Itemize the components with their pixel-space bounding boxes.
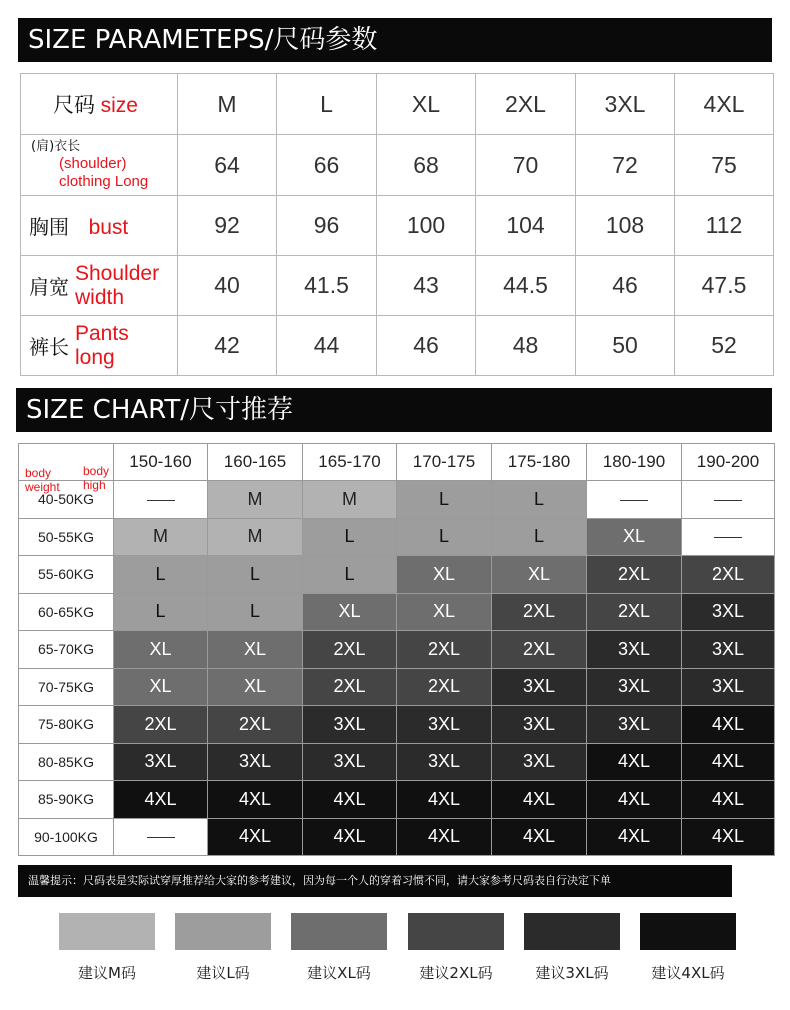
size-cell: 2XL <box>587 593 682 631</box>
chart-header-row <box>19 444 775 481</box>
chart-corner-cell <box>19 444 114 494</box>
size-cell: 2XL <box>492 631 587 669</box>
chart-row <box>19 706 775 744</box>
row-label-pants <box>21 316 178 376</box>
size-cell: L <box>397 481 492 519</box>
legend-label: 建议3XL码 <box>535 964 609 982</box>
weight-label: 75-80KG <box>19 706 114 744</box>
size-cell: 2XL <box>682 556 775 594</box>
size-parameters-table <box>20 73 774 376</box>
size-cell: XL <box>114 668 208 706</box>
size-cell: 3XL <box>492 743 587 781</box>
legend-label: 建议XL码 <box>307 964 371 982</box>
row-label-en2: width <box>75 285 125 309</box>
weight-label: 80-85KG <box>19 743 114 781</box>
row-label-en1: (shoulder) <box>59 155 127 172</box>
size-parameters-banner: SIZE PARAMETEPS/尺码参数 <box>18 18 772 62</box>
height-header: 150-160 <box>114 444 208 481</box>
size-cell: XL <box>492 556 587 594</box>
params-row-bust <box>21 196 774 256</box>
row-label-cn: 胸围 <box>29 215 69 239</box>
size-cell: 4XL <box>682 706 775 744</box>
size-header-4xl: 4XL <box>675 74 774 135</box>
value-cell: 43 <box>377 256 476 316</box>
size-header-3xl: 3XL <box>576 74 675 135</box>
size-cell: L <box>492 481 587 519</box>
size-cell: 4XL <box>397 818 492 856</box>
size-cell: XL <box>208 631 303 669</box>
value-cell: 42 <box>178 316 277 376</box>
size-header-xl: XL <box>377 74 476 135</box>
chart-row <box>19 743 775 781</box>
size-cell: 3XL <box>682 668 775 706</box>
row-label-cn: (肩)衣长 <box>31 139 81 154</box>
size-cell: 4XL <box>397 781 492 819</box>
value-cell: 112 <box>675 196 774 256</box>
value-cell: 104 <box>476 196 576 256</box>
size-cell: 4XL <box>303 818 397 856</box>
height-header: 165-170 <box>303 444 397 481</box>
size-cell: 3XL <box>682 631 775 669</box>
chart-row <box>19 518 775 556</box>
legend-item <box>640 913 736 983</box>
value-cell: 70 <box>476 135 576 196</box>
size-cell: 4XL <box>682 781 775 819</box>
value-cell: 48 <box>476 316 576 376</box>
chart-row <box>19 781 775 819</box>
size-cell: 2XL <box>114 706 208 744</box>
size-cell: L <box>208 593 303 631</box>
value-cell: 66 <box>277 135 377 196</box>
size-cell: XL <box>587 518 682 556</box>
row-label-length <box>21 135 178 196</box>
params-header-row <box>21 74 774 135</box>
weight-label: 60-65KG <box>19 593 114 631</box>
size-cell: M <box>303 481 397 519</box>
size-cell: L <box>114 556 208 594</box>
tip-note: 温馨提示：尺码表是实际试穿厚推荐给大家的参考建议，因为每一个人的穿着习惯不同，请大家参考尺码表自行决定下单 <box>18 865 732 897</box>
size-cell: 3XL <box>303 743 397 781</box>
value-cell: 64 <box>178 135 277 196</box>
size-cell: 3XL <box>114 743 208 781</box>
legend-swatch <box>59 913 155 950</box>
size-label-cn: 尺码 <box>53 93 95 117</box>
size-cell: 3XL <box>397 706 492 744</box>
size-cell: 4XL <box>682 743 775 781</box>
legend-item <box>59 913 155 983</box>
params-row-pants <box>21 316 774 376</box>
size-cell: XL <box>208 668 303 706</box>
no-size-cell <box>587 481 682 519</box>
size-cell: 3XL <box>492 668 587 706</box>
size-cell: 2XL <box>208 706 303 744</box>
legend-label: 建议M码 <box>78 964 136 982</box>
weight-label: 85-90KG <box>19 781 114 819</box>
dash-mark <box>714 537 742 538</box>
no-size-cell <box>114 818 208 856</box>
row-label-cn: 肩宽 <box>29 275 69 299</box>
chart-row <box>19 481 775 519</box>
value-cell: 96 <box>277 196 377 256</box>
params-row-length <box>21 135 774 196</box>
value-cell: 100 <box>377 196 476 256</box>
row-label-shoulder <box>21 256 178 316</box>
weight-label: 55-60KG <box>19 556 114 594</box>
size-cell: 2XL <box>492 593 587 631</box>
chart-row <box>19 556 775 594</box>
size-cell: 4XL <box>682 818 775 856</box>
size-cell: XL <box>397 593 492 631</box>
size-cell: L <box>303 518 397 556</box>
size-cell: XL <box>114 631 208 669</box>
size-cell: 3XL <box>587 706 682 744</box>
dash-mark <box>714 500 742 501</box>
size-cell: 3XL <box>587 631 682 669</box>
size-cell: 3XL <box>492 706 587 744</box>
size-cell: 3XL <box>587 668 682 706</box>
size-cell: L <box>492 518 587 556</box>
size-cell: 2XL <box>303 631 397 669</box>
value-cell: 40 <box>178 256 277 316</box>
value-cell: 47.5 <box>675 256 774 316</box>
chart-row <box>19 668 775 706</box>
value-cell: 75 <box>675 135 774 196</box>
dash-mark <box>147 837 175 838</box>
params-row-shoulder <box>21 256 774 316</box>
legend-swatch <box>524 913 620 950</box>
legend-label: 建议L码 <box>196 964 250 982</box>
value-cell: 44.5 <box>476 256 576 316</box>
value-cell: 52 <box>675 316 774 376</box>
legend-swatch <box>640 913 736 950</box>
size-cell: 3XL <box>397 743 492 781</box>
no-size-cell <box>682 481 775 519</box>
size-header-2xl: 2XL <box>476 74 576 135</box>
chart-row <box>19 818 775 856</box>
size-cell: L <box>397 518 492 556</box>
value-cell: 108 <box>576 196 675 256</box>
row-label-bust <box>21 196 178 256</box>
size-chart-table <box>18 443 775 856</box>
size-cell: M <box>208 481 303 519</box>
size-cell: 4XL <box>587 743 682 781</box>
row-label-cn: 裤长 <box>29 335 69 359</box>
row-label-en2: clothing Long <box>59 173 149 190</box>
size-cell: 4XL <box>492 781 587 819</box>
row-label-en1: Shoulder <box>75 261 160 285</box>
size-cell: 2XL <box>397 631 492 669</box>
dash-mark <box>620 500 648 501</box>
corner-height-label: body high <box>82 464 109 492</box>
size-cell: M <box>208 518 303 556</box>
value-cell: 41.5 <box>277 256 377 316</box>
legend-swatch <box>408 913 504 950</box>
legend-swatch <box>291 913 387 950</box>
weight-label: 70-75KG <box>19 668 114 706</box>
value-cell: 46 <box>377 316 476 376</box>
size-cell: 4XL <box>587 781 682 819</box>
chart-row <box>19 631 775 669</box>
legend-item <box>291 913 387 983</box>
params-corner-cell <box>21 74 178 135</box>
size-cell: 3XL <box>208 743 303 781</box>
size-cell: 4XL <box>492 818 587 856</box>
size-cell: 3XL <box>682 593 775 631</box>
size-cell: M <box>114 518 208 556</box>
size-cell: 3XL <box>303 706 397 744</box>
height-header: 170-175 <box>397 444 492 481</box>
weight-label: 90-100KG <box>19 818 114 856</box>
height-header: 180-190 <box>587 444 682 481</box>
dash-mark <box>147 500 175 501</box>
chart-row <box>19 593 775 631</box>
height-header: 160-165 <box>208 444 303 481</box>
size-header-l: L <box>277 74 377 135</box>
legend-item <box>524 913 620 983</box>
legend-label: 建议4XL码 <box>651 964 725 982</box>
legend-item <box>408 913 504 983</box>
size-label-en: size <box>100 94 138 117</box>
size-cell: 4XL <box>208 781 303 819</box>
size-cell: 4XL <box>587 818 682 856</box>
value-cell: 50 <box>576 316 675 376</box>
weight-label: 40-50KG <box>19 481 114 519</box>
row-label-en1: bust <box>88 216 129 239</box>
corner-weight-label: body weight <box>25 466 60 494</box>
size-cell: L <box>208 556 303 594</box>
size-cell: 4XL <box>208 818 303 856</box>
legend-item <box>175 913 271 983</box>
value-cell: 72 <box>576 135 675 196</box>
size-header-m: M <box>178 74 277 135</box>
size-cell: 4XL <box>114 781 208 819</box>
size-cell: 2XL <box>587 556 682 594</box>
size-cell: XL <box>397 556 492 594</box>
row-label-en2: long <box>75 345 115 369</box>
size-cell: 2XL <box>303 668 397 706</box>
size-cell: L <box>114 593 208 631</box>
size-cell: 2XL <box>397 668 492 706</box>
size-cell: XL <box>303 593 397 631</box>
value-cell: 44 <box>277 316 377 376</box>
legend-label: 建议2XL码 <box>419 964 493 982</box>
height-header: 190-200 <box>682 444 775 481</box>
legend-swatch <box>175 913 271 950</box>
value-cell: 46 <box>576 256 675 316</box>
row-label-en1: Pants <box>75 321 129 345</box>
size-cell: L <box>303 556 397 594</box>
chart-body <box>19 481 775 856</box>
value-cell: 68 <box>377 135 476 196</box>
size-cell: 4XL <box>303 781 397 819</box>
value-cell: 92 <box>178 196 277 256</box>
weight-label: 65-70KG <box>19 631 114 669</box>
height-header: 175-180 <box>492 444 587 481</box>
no-size-cell <box>114 481 208 519</box>
no-size-cell <box>682 518 775 556</box>
size-chart-banner: SIZE CHART/尺寸推荐 <box>16 388 772 432</box>
weight-label: 50-55KG <box>19 518 114 556</box>
